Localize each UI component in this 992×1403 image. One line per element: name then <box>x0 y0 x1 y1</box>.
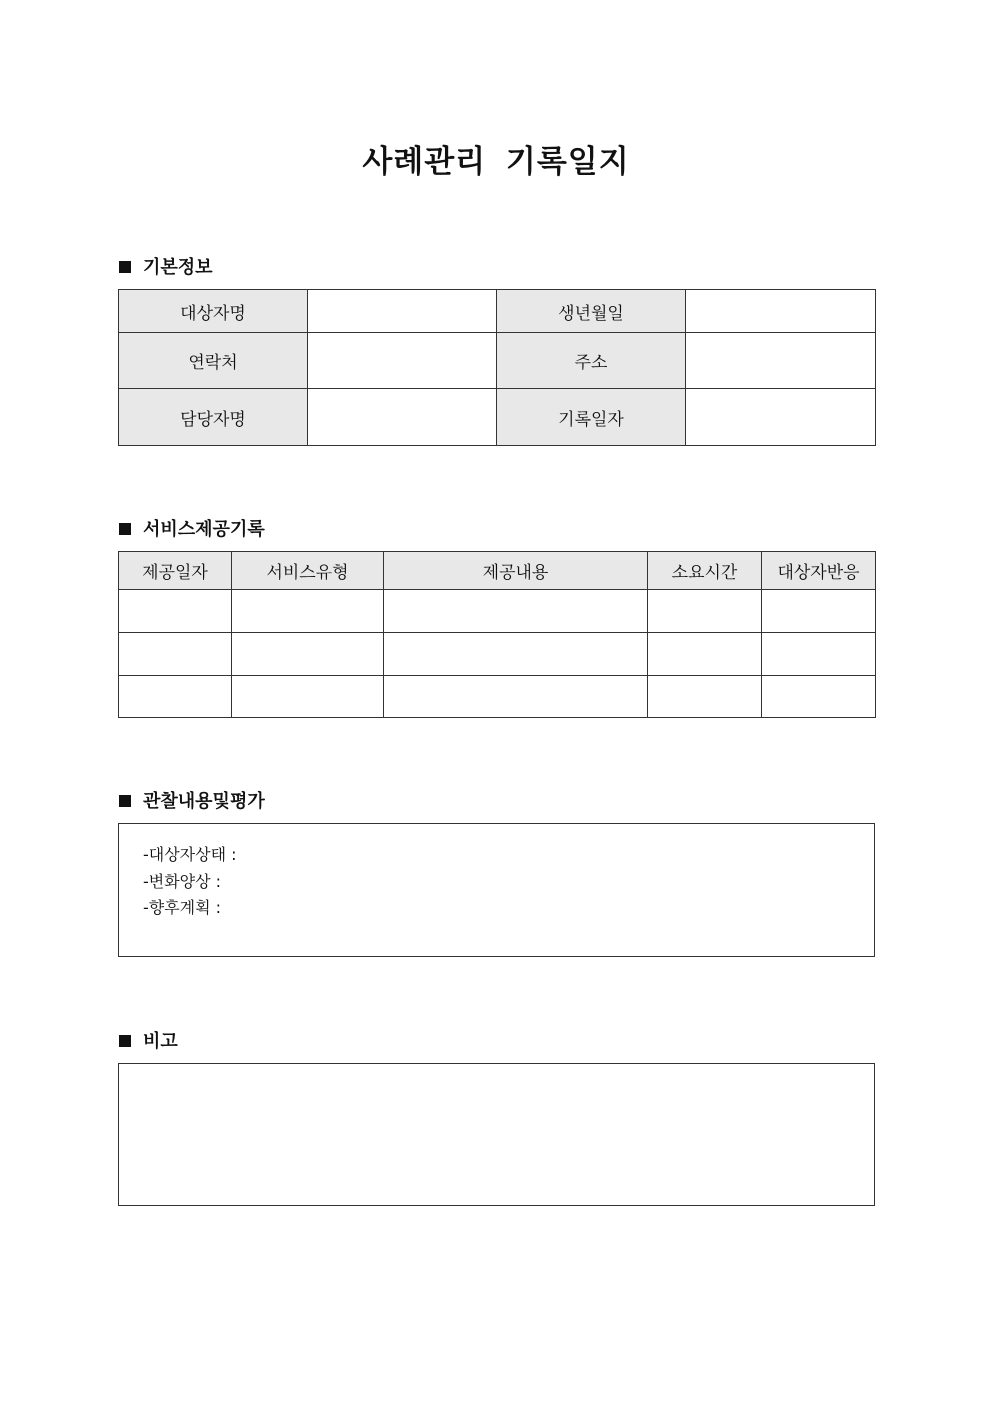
section-heading-label: 서비스제공기록 <box>143 519 265 540</box>
observation-box[interactable] <box>118 823 875 957</box>
table-cell[interactable] <box>648 676 762 718</box>
column-header-duration: 소요시간 <box>648 552 762 590</box>
page-title: 사례관리 기록일지 <box>362 144 630 180</box>
label-contact: 연락처 <box>119 333 308 389</box>
table-cell[interactable] <box>648 590 762 633</box>
table-row <box>119 633 876 676</box>
table-cell[interactable] <box>648 633 762 676</box>
table-cell[interactable] <box>119 590 232 633</box>
remarks-box[interactable] <box>118 1063 875 1206</box>
record-date-field[interactable] <box>686 389 876 446</box>
subject-name-field[interactable] <box>308 290 497 333</box>
section-heading-label: 비고 <box>143 1031 178 1052</box>
table-cell[interactable] <box>762 590 876 633</box>
table-row <box>119 590 876 633</box>
column-header-content: 제공내용 <box>384 552 648 590</box>
table-cell[interactable] <box>232 676 384 718</box>
section-heading-label: 관찰내용및평가 <box>143 791 265 812</box>
table-row <box>119 389 876 446</box>
table-row <box>119 333 876 389</box>
square-bullet-icon <box>119 795 131 807</box>
section-heading-label: 기본정보 <box>143 257 213 278</box>
label-subject-name: 대상자명 <box>119 290 308 333</box>
table-header-row <box>119 552 876 590</box>
section-heading-service-record <box>119 515 265 541</box>
manager-name-field[interactable] <box>308 389 497 446</box>
label-address: 주소 <box>497 333 686 389</box>
basic-info-table <box>118 289 876 446</box>
section-heading-observation <box>119 787 265 813</box>
section-heading-remarks <box>119 1027 178 1053</box>
table-cell[interactable] <box>762 633 876 676</box>
table-cell[interactable] <box>384 633 648 676</box>
table-row <box>119 290 876 333</box>
table-cell[interactable] <box>384 676 648 718</box>
section-heading-basic-info <box>119 253 213 279</box>
label-record-date: 기록일자 <box>497 389 686 446</box>
service-record-table <box>118 551 876 718</box>
column-header-date: 제공일자 <box>119 552 232 590</box>
table-row <box>119 676 876 718</box>
square-bullet-icon <box>119 523 131 535</box>
table-cell[interactable] <box>384 590 648 633</box>
table-cell[interactable] <box>232 633 384 676</box>
table-cell[interactable] <box>119 676 232 718</box>
column-header-response: 대상자반응 <box>762 552 876 590</box>
square-bullet-icon <box>119 1035 131 1047</box>
table-cell[interactable] <box>762 676 876 718</box>
observation-line-future-plan: -향후계획 : <box>143 898 222 917</box>
address-field[interactable] <box>686 333 876 389</box>
contact-field[interactable] <box>308 333 497 389</box>
observation-line-subject-status: -대상자상태 : <box>143 845 237 864</box>
table-cell[interactable] <box>119 633 232 676</box>
square-bullet-icon <box>119 261 131 273</box>
table-cell[interactable] <box>232 590 384 633</box>
label-birth-date: 생년월일 <box>497 290 686 333</box>
observation-line-change-pattern: -변화양상 : <box>143 871 222 891</box>
column-header-service-type: 서비스유형 <box>232 552 384 590</box>
birth-date-field[interactable] <box>686 290 876 333</box>
label-manager-name: 담당자명 <box>119 389 308 446</box>
